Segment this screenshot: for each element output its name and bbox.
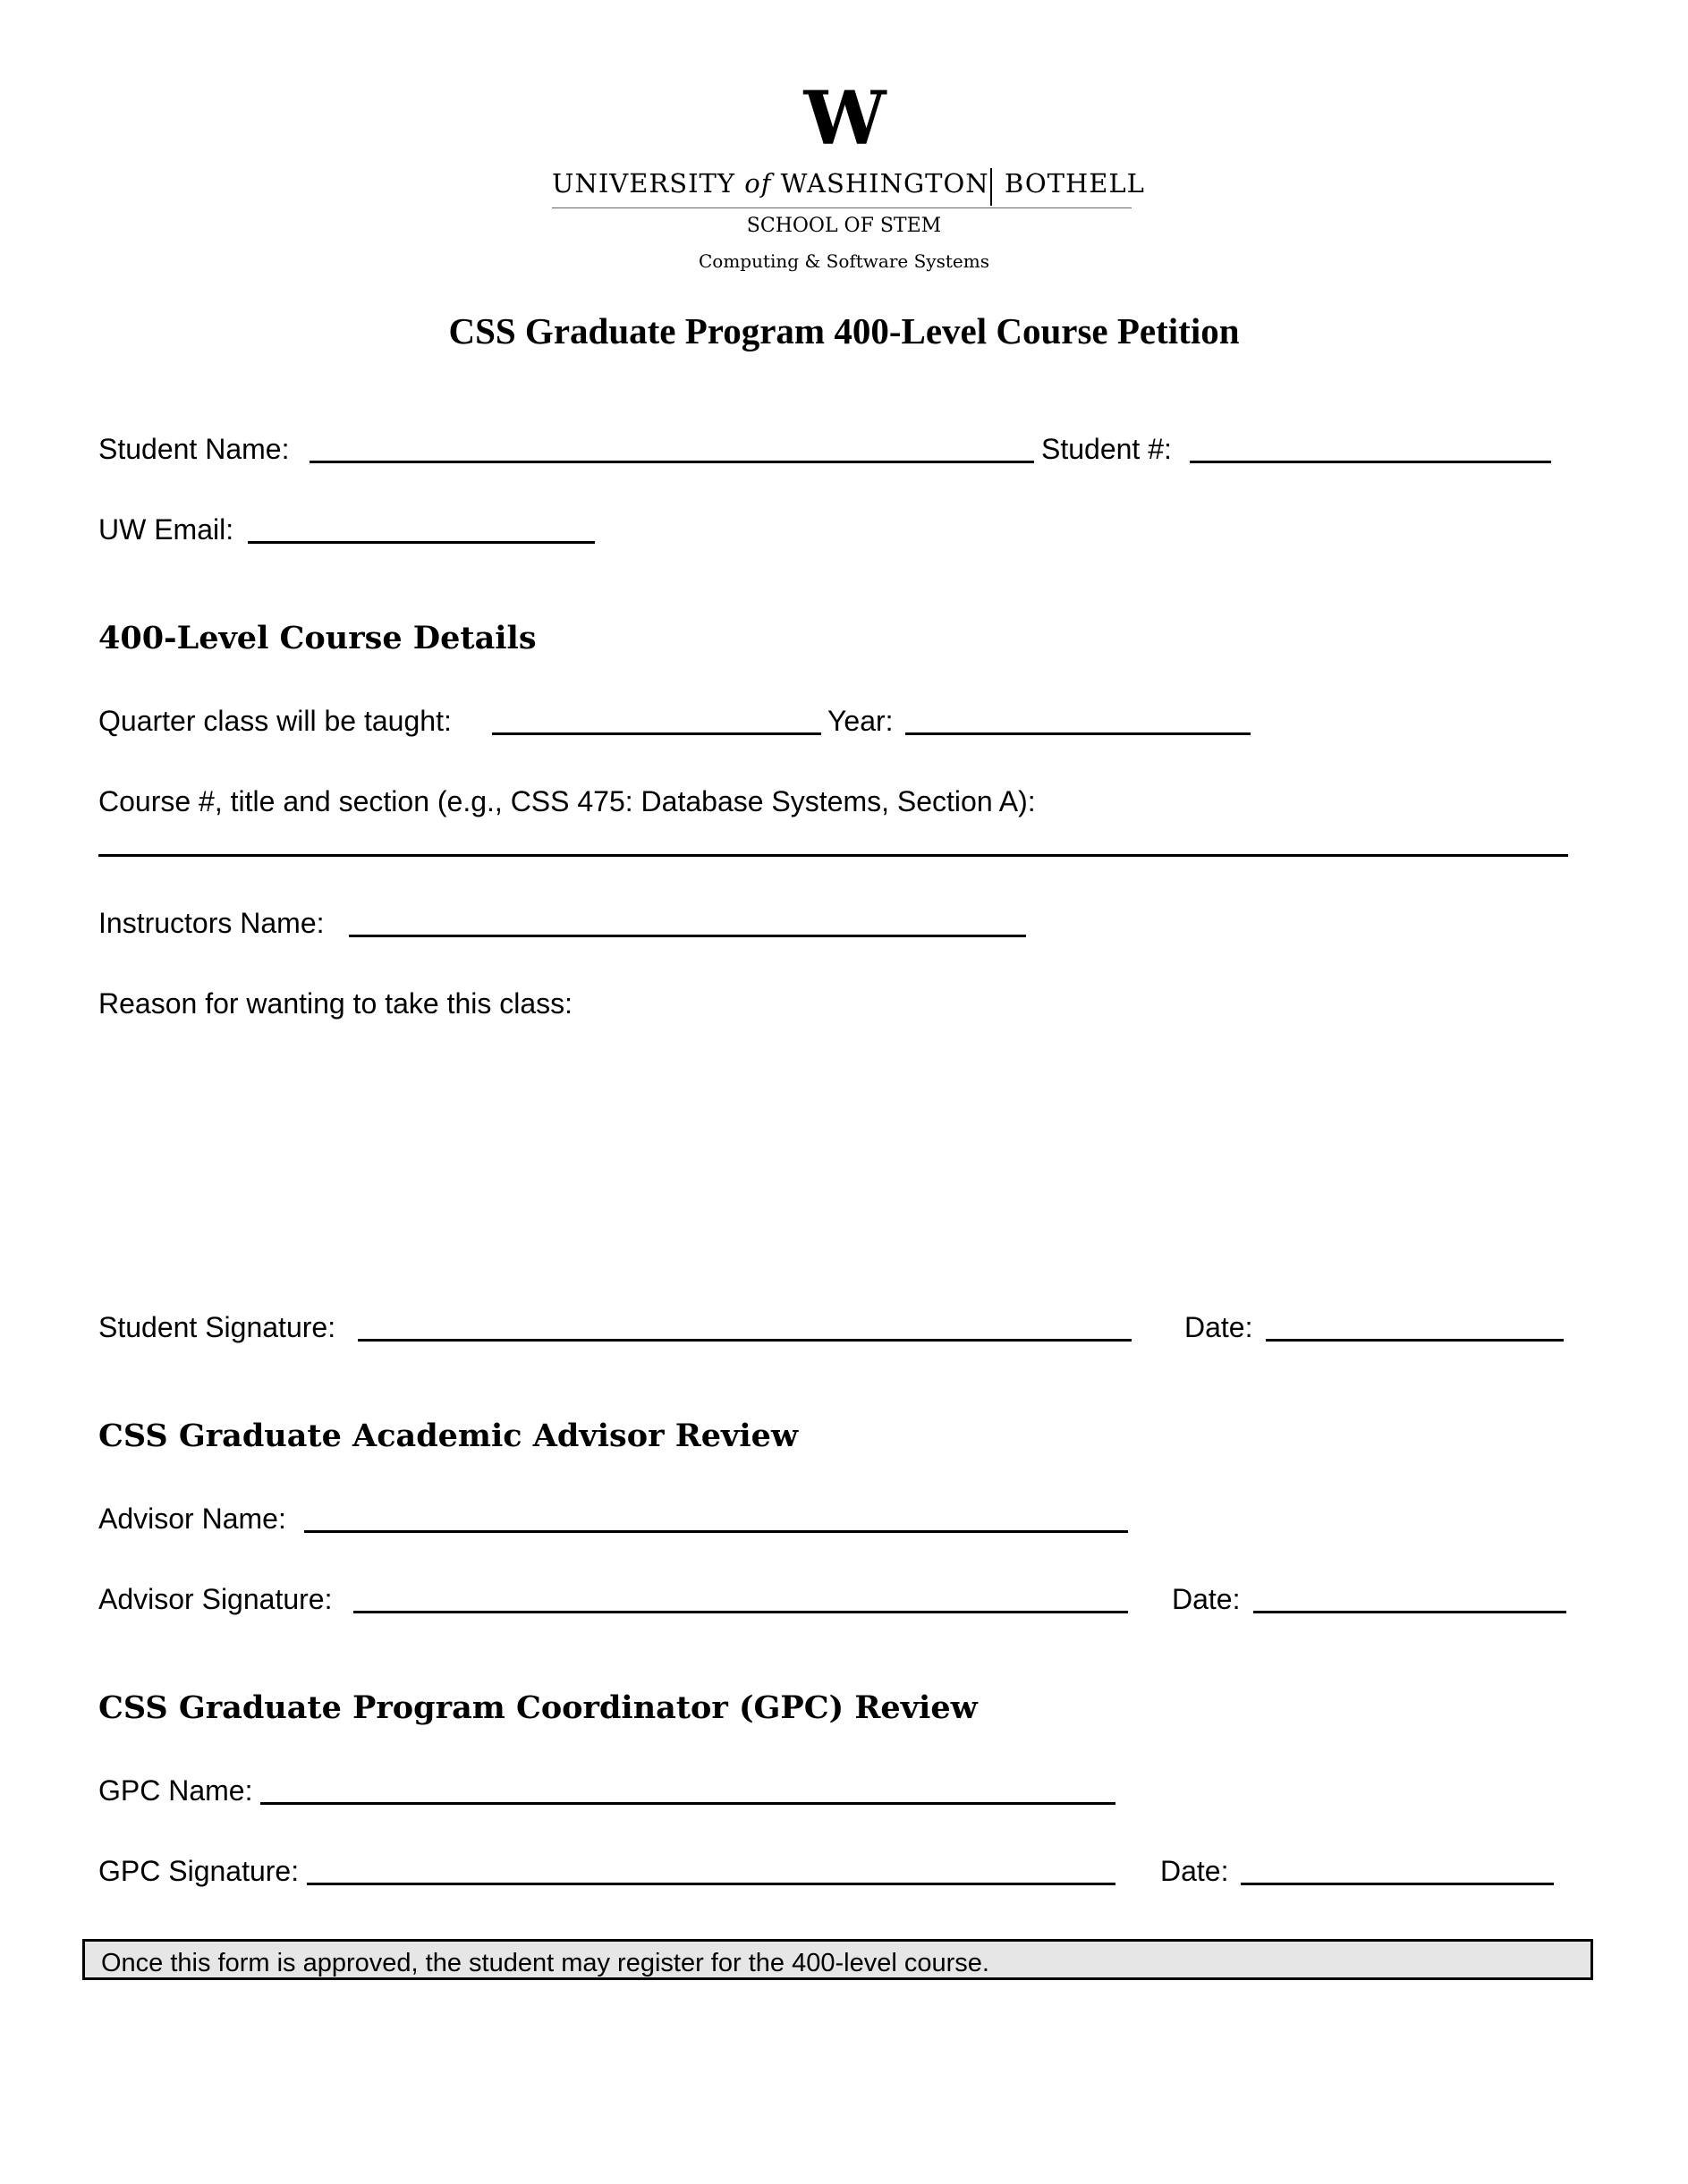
gpc-date-label: Date: bbox=[1160, 1855, 1229, 1887]
quarter-field[interactable] bbox=[492, 732, 821, 735]
approval-notice-text: Once this form is approved, the student may register for the 400-level course. bbox=[101, 1949, 989, 1977]
advisor-date-label: Date: bbox=[1172, 1583, 1241, 1615]
wordmark-university: UNIVERSITY bbox=[552, 168, 736, 199]
student-signature-label: Student Signature: bbox=[98, 1311, 336, 1343]
gpc-signature-label: GPC Signature: bbox=[98, 1855, 300, 1887]
reason-area[interactable] bbox=[98, 1029, 1568, 1279]
university-wordmark bbox=[552, 168, 1145, 209]
school-name: SCHOOL OF STEM bbox=[746, 215, 942, 237]
uw-email-field[interactable] bbox=[248, 541, 595, 544]
logo-rule bbox=[552, 207, 1132, 208]
advisor-name-field[interactable] bbox=[304, 1530, 1128, 1533]
approval-notice-box bbox=[82, 1939, 1593, 1980]
year-field[interactable] bbox=[905, 732, 1251, 735]
course-field[interactable] bbox=[98, 854, 1568, 857]
gpc-signature-field[interactable] bbox=[307, 1883, 1115, 1885]
gpc-review-heading: CSS Graduate Program Coordinator (GPC) Review bbox=[98, 1689, 978, 1726]
quarter-label: Quarter class will be taught: bbox=[98, 705, 452, 737]
wordmark-washington: WASHINGTON bbox=[780, 168, 989, 199]
student-signature-field[interactable] bbox=[358, 1339, 1132, 1342]
advisor-signature-field[interactable] bbox=[353, 1611, 1128, 1613]
gpc-name-label: GPC Name: bbox=[98, 1774, 253, 1807]
student-date-field[interactable] bbox=[1266, 1339, 1564, 1342]
student-date-label: Date: bbox=[1184, 1311, 1253, 1343]
student-name-field[interactable] bbox=[310, 461, 1034, 463]
wordmark-of: of bbox=[744, 168, 772, 199]
course-details-heading: 400-Level Course Details bbox=[98, 620, 537, 656]
wordmark-campus: BOTHELL bbox=[1005, 168, 1145, 199]
department-name: Computing & Software Systems bbox=[699, 250, 989, 272]
advisor-signature-label: Advisor Signature: bbox=[98, 1583, 333, 1615]
course-label: Course #, title and section (e.g., CSS 475: Database Systems, Section A): bbox=[98, 785, 1036, 817]
uw-email-label: UW Email: bbox=[98, 513, 234, 546]
advisor-review-heading: CSS Graduate Academic Advisor Review bbox=[98, 1418, 799, 1454]
gpc-name-field[interactable] bbox=[260, 1802, 1115, 1805]
wordmark-divider bbox=[990, 168, 992, 206]
reason-label: Reason for wanting to take this class: bbox=[98, 987, 573, 1020]
student-number-label: Student #: bbox=[1041, 433, 1172, 465]
uw-logo-w: W bbox=[803, 76, 885, 162]
student-name-label: Student Name: bbox=[98, 433, 290, 465]
student-number-field[interactable] bbox=[1190, 461, 1551, 463]
instructor-field[interactable] bbox=[349, 935, 1026, 937]
form-title: CSS Graduate Program 400-Level Course Petition bbox=[448, 310, 1240, 351]
instructor-label: Instructors Name: bbox=[98, 907, 325, 939]
advisor-name-label: Advisor Name: bbox=[98, 1503, 286, 1535]
year-label: Year: bbox=[827, 705, 894, 737]
gpc-date-field[interactable] bbox=[1241, 1883, 1554, 1885]
advisor-date-field[interactable] bbox=[1253, 1611, 1566, 1613]
